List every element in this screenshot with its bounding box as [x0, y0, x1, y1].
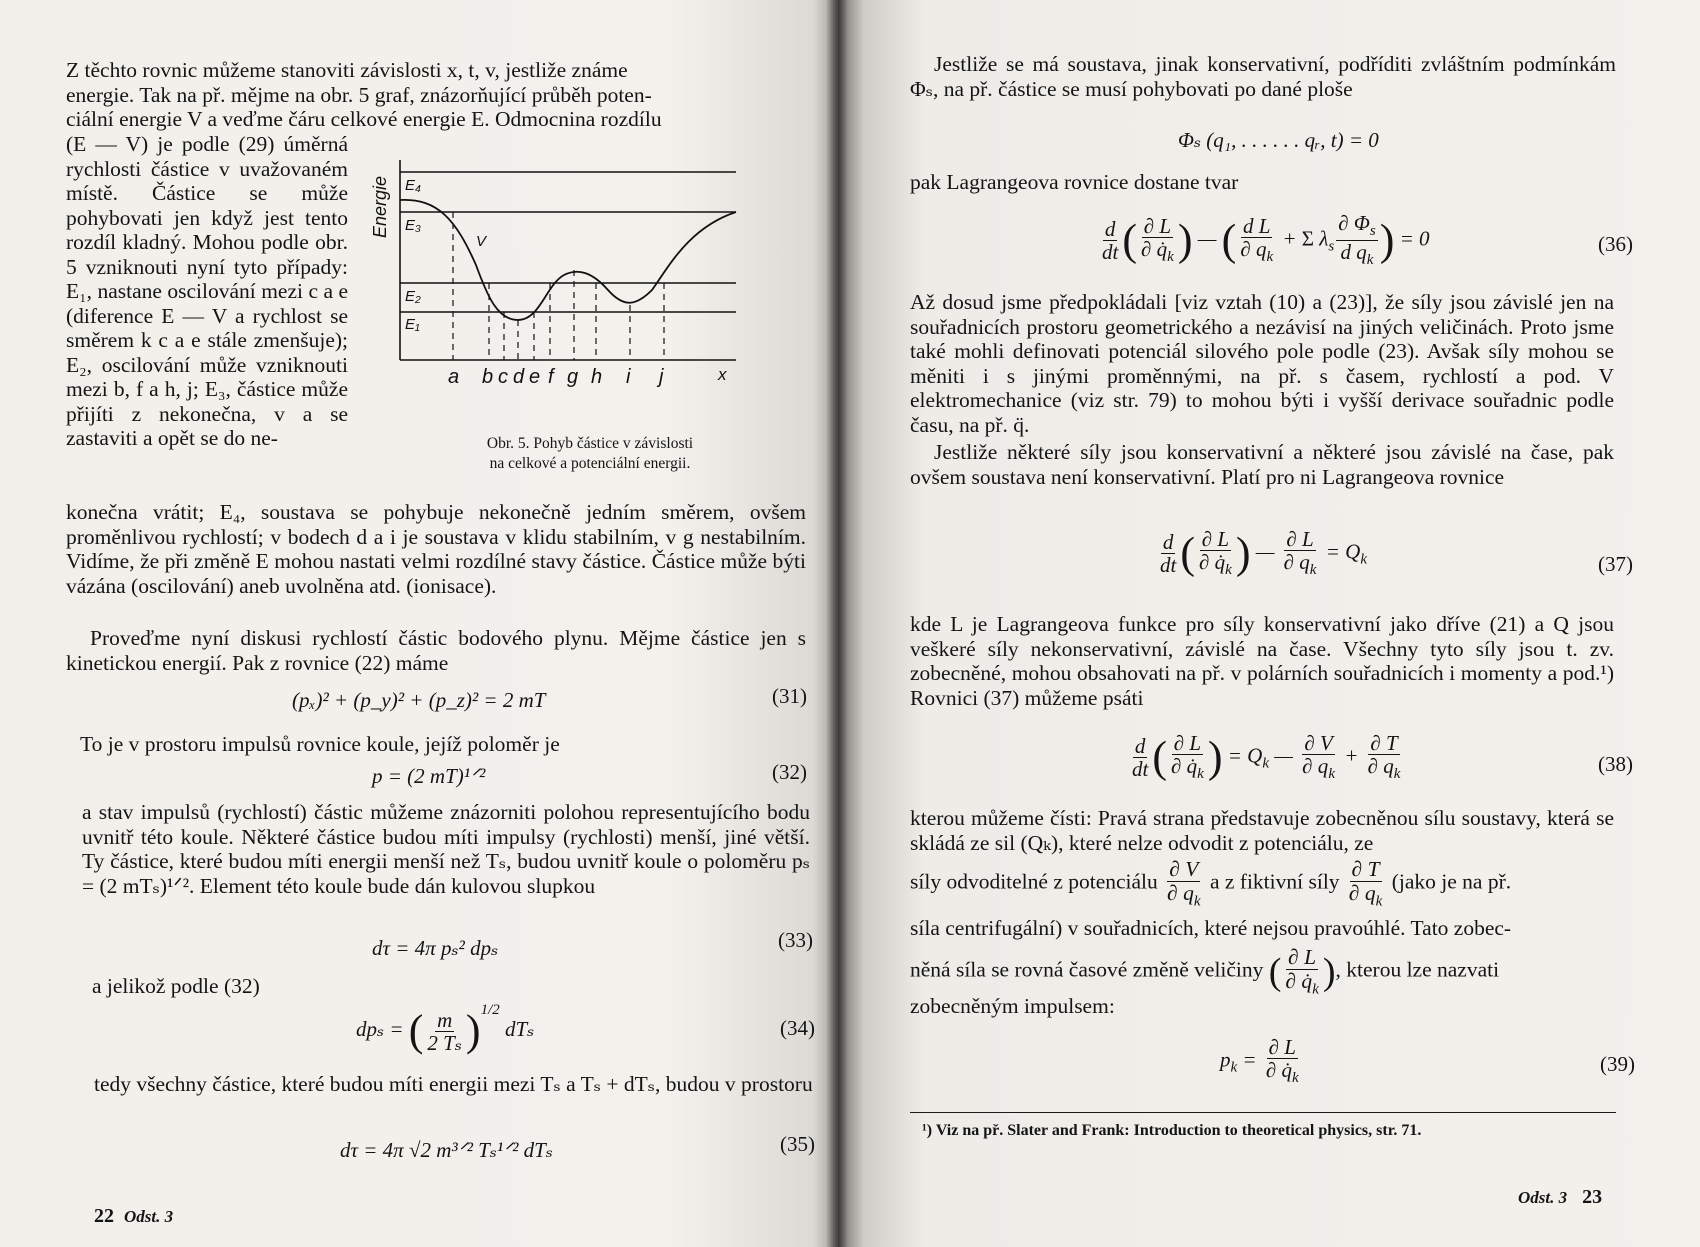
left-para2: Proveďme nyní diskusi rychlostí částic bodového plynu. Mějme částice jen s kinetickou energií. Pak z rovnice (22) máme — [66, 626, 806, 675]
svg-text:h: h — [591, 366, 603, 388]
equation-32-number: (32) — [772, 760, 807, 784]
right-para3: Až dosud jsme předpokládali [viz vztah (10) a (23)], že síly jsou závislé jen na souřadnicích prostoru geometrického a nezávisí na jiných veličinách. Proto jsme také mohli definovati potenciál silového pole podle (23). Avšak síly mohou se měniti i s jinými proměnnými, na př. s časem, rychlostí a pod. V elektromechanice (viz str. 79) to mohou býti i vyšší derivace souřadnic podle času, na př. q̈. — [910, 290, 1614, 437]
left-page — [0, 0, 838, 1247]
left-para1-line3: ciální energie V a veďme čáru celkové energie E. Odmocnina rozdílu — [66, 107, 662, 131]
right-para6b: síly odvoditelné z potenciálu $\frac{\partial V}{\partial q_k}$ a z fiktivní síly $\frac{\partial T}{\partial q_k}$ (jako je na př. — [910, 857, 1512, 909]
equation-37-number: (37) — [1598, 552, 1633, 576]
equation-36: $\frac{d}{dt}$ ( $\frac{\partial L}{\partial q̇_k}$ ) — ( $\frac{\text{d L}}{\partial q_k}$ + Σ $\lambda_s$ $\frac{\partial \Phi_s}{d q_k}$ ) = 0 — [1102, 211, 1430, 269]
left-page-number: 22 — [94, 1205, 114, 1227]
footnote-rule — [910, 1112, 1616, 1113]
svg-text:g: g — [567, 366, 579, 388]
svg-text:b: b — [482, 366, 494, 388]
left-para1-full — [66, 58, 738, 132]
equation-33-number: (33) — [778, 928, 813, 952]
left-para1-line1: Z těchto rovnic můžeme stanoviti závislosti x, t, v, jestliže známe — [66, 58, 628, 82]
book-gutter — [826, 0, 848, 1247]
svg-text:e: e — [529, 366, 541, 388]
right-para4: Jestliže některé síly jsou konservativní a některé jsou závislé na čase, pak ovšem soustava není konservativní. Platí pro ni Lagrangeova rovnice — [910, 440, 1614, 489]
left-para5: a jelikož podle (32) — [92, 974, 260, 998]
svg-text:f: f — [548, 366, 554, 388]
figure-ylabel: Energie — [370, 175, 390, 238]
figure-5-energy-diagram — [368, 150, 738, 420]
left-footer — [94, 1205, 173, 1228]
right-section-label: Odst. 3 — [1518, 1188, 1568, 1207]
figure-x-letters — [448, 365, 727, 388]
equation-33: dτ = 4π pₛ² dpₛ — [372, 936, 499, 960]
level-e4-label: E₄ — [405, 177, 422, 194]
level-e3-label: E₃ — [405, 217, 421, 234]
left-para6: tedy všechny částice, které budou míti energii mezi Tₛ a Tₛ + dTₛ, budou v prostoru — [94, 1072, 813, 1096]
equation-35-number: (35) — [780, 1132, 815, 1156]
svg-text:x: x — [718, 365, 727, 384]
left-section-label: Odst. 3 — [124, 1207, 174, 1226]
constraint-equation: Φₛ (q₁, . . . . . . qᵣ, t) = 0 — [1178, 128, 1379, 152]
equation-36-number: (36) — [1598, 232, 1633, 256]
right-footer — [1518, 1186, 1602, 1209]
svg-text:j: j — [659, 366, 664, 388]
svg-text:a: a — [448, 366, 460, 388]
right-page — [838, 0, 1700, 1247]
figure-caption: Obr. 5. Pohyb částice v závislosti na celkové a potenciální energii. — [486, 435, 694, 472]
equation-39-number: (39) — [1600, 1052, 1635, 1076]
equation-38-number: (38) — [1598, 752, 1633, 776]
right-para5: kde L je Lagrangeova funkce pro síly konservativní jako dříve (21) a Q jsou veškeré síly nekonservativní, závislé na čase. Všechny tyto síly jsou t. zv. zobecněné, mohou obsahovati na př. v polárních souřadnicích i momenty a pod.¹) Rovnici (37) můžeme psáti — [910, 612, 1614, 710]
right-para6e: zobecněným impulsem: — [910, 994, 1115, 1018]
svg-text:c: c — [498, 366, 508, 388]
equation-31: (pₓ)² + (p_y)² + (p_z)² = 2 mT — [292, 688, 546, 712]
svg-text:i: i — [626, 366, 631, 388]
right-para6c: síla centrifugální) v souřadnicích, které nejsou pravoúhlé. Tato zobec- — [910, 916, 1512, 940]
right-para6a: kterou můžeme čísti: Pravá strana představuje zobecněnou sílu soustavy, která se skládá ze sil (Qₖ), které nelze odvodit z potenciálu, ze — [910, 806, 1614, 855]
level-e2-label: E₂ — [405, 288, 421, 305]
svg-text:d: d — [513, 366, 525, 388]
right-page-number: 23 — [1582, 1186, 1603, 1208]
left-para1-continued: konečna vrátit; E₄, soustava se pohybuje nekonečně jedním směrem, ovšem proměnlivou rychlostí; v bodech d a i je soustava v klidu stabilním, v g nestabilním. Vidíme, že při změně E mohou nastati velmi rozdílné stavy částice. Částice může býti vázána (oscilování) aneb uvolněna atd. (ionisace). — [66, 500, 806, 598]
left-para1-line2: energie. Tak na př. mějme na obr. 5 graf, znázorňující průběh poten- — [66, 82, 652, 107]
right-para1: Jestliže se má soustava, jinak konservativní, podříditi zvláštním podmínkám Φₛ, na př. částice se musí pohybovati po dané ploše — [910, 52, 1616, 101]
equation-31-number: (31) — [772, 684, 807, 708]
footnote: ¹) Viz na př. Slater and Frank: Introduction to theoretical physics, str. 71. — [922, 1122, 1422, 1139]
equation-34-number: (34) — [780, 1016, 815, 1040]
equation-39: $p_k$ = $\frac{\partial L}{\partial q̇_k}$ — [1220, 1035, 1299, 1087]
potential-curve — [400, 200, 736, 320]
level-e1-label: E₁ — [405, 316, 420, 333]
equation-38: $\frac{d}{dt}$ ( $\frac{\partial L}{\partial q̇_k}$ ) = $Q_k$ — $\frac{\partial V}{\partial q_k}$ + $\frac{\partial T}{\partial q_k}$ — [1132, 731, 1401, 783]
curve-label: V — [476, 233, 487, 250]
equation-37: $\frac{d}{dt}$ ( $\frac{\partial L}{\partial q̇_k}$ ) — $\frac{\partial L}{\partial q_k}$ = $Q_k$ — [1160, 527, 1367, 579]
equation-35: dτ = 4π √2 m³ᐟ² Tₛ¹ᐟ² dTₛ — [340, 1138, 553, 1162]
left-para1-narrow: (E — V) je podle (29) úměrná rychlosti částice v uvažovaném místě. Částice se může pohybovati jen když jest tento rozdíl kladný. Mohou podle obr. 5 vzniknouti nyní tyto případy: E₁, nastane oscilování mezi c a e (diference E — V a rychlost se směrem k c a e stále zmenšuje); E₂, oscilování může vzniknouti mezi b, f a h, j; E₃, částice může přijíti z nekonečna, v a se zastaviti a opět se do ne- — [66, 132, 348, 450]
right-para6d: něná síla se rovná časové změně veličiny ( $\frac{\partial L}{\partial q̇_k}$ ), kterou lze nazvati — [910, 945, 1500, 997]
equation-32: p = (2 mT)¹ᐟ² — [372, 764, 486, 788]
left-para4: a stav impulsů (rychlostí) částic můžeme znázorniti polohou representujícího bodu uvnitř této koule. Některé částice budou míti impulsy (rychlosti) menší, jiné větší. Ty částice, které budou míti energii menší než Tₛ, budou uvnitř koule o poloměru pₛ = (2 mTₛ)¹ᐟ². Element této koule bude dán kulovou slupkou — [82, 800, 810, 898]
right-para2: pak Lagrangeova rovnice dostane tvar — [910, 170, 1239, 194]
left-para3: To je v prostoru impulsů rovnice koule, jejíž poloměr je — [80, 732, 560, 756]
equation-34: dpₛ = ( $\frac{m}{\text{2 Tₛ}}$ )$^{1/2}$ dTₛ — [356, 1002, 535, 1056]
